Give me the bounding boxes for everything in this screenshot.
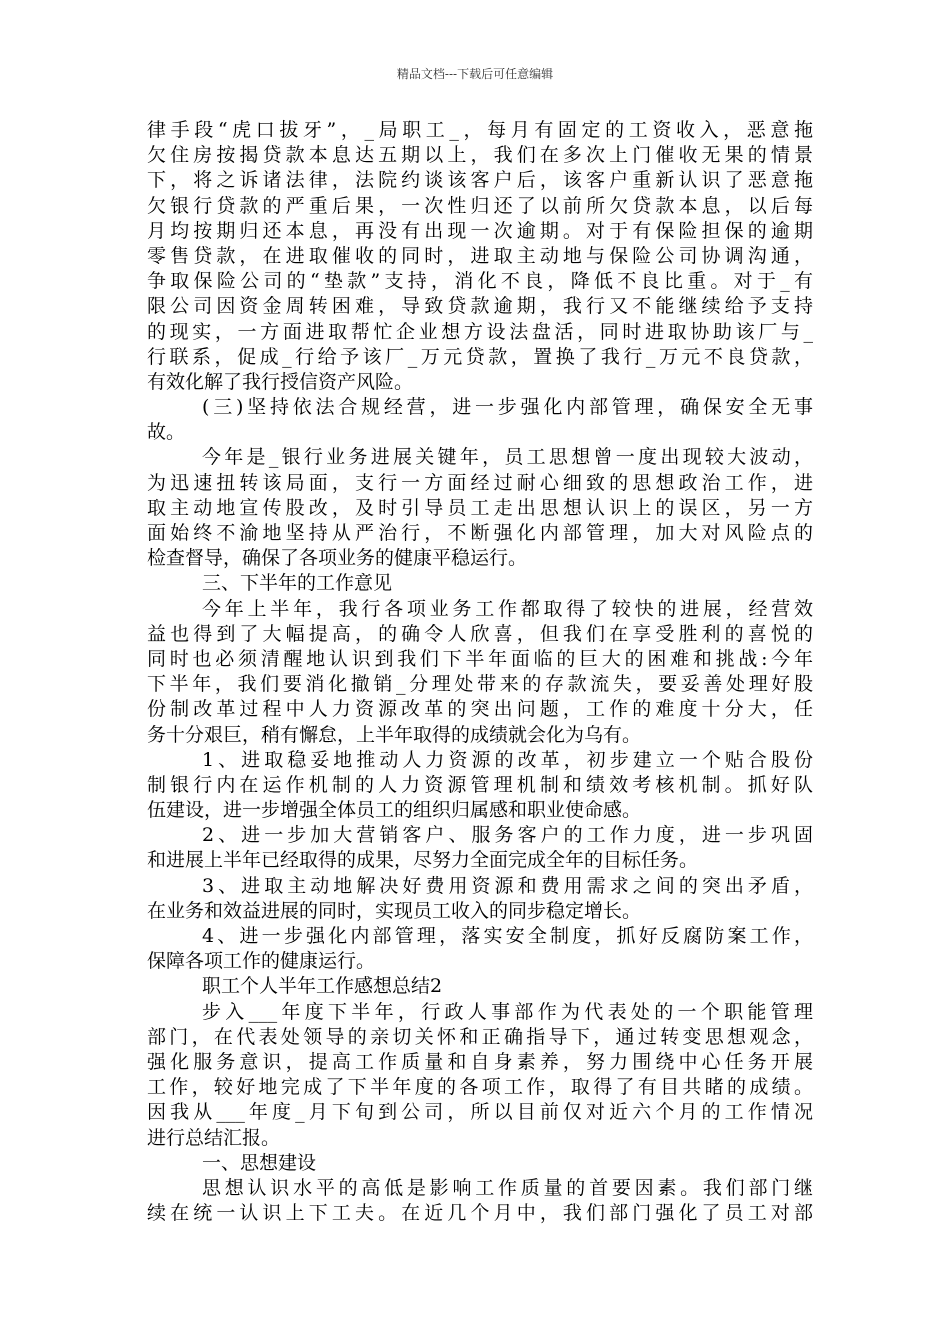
text-line: 零售贷款，在进取催收的同时，进取主动地与保险公司协调沟通， [147,244,813,267]
text-line: 取主动地宣传股改，及时引导员工走出思想认识上的误区，另一方 [147,496,813,519]
text-line: 2、进一步加大营销客户、服务客户的工作力度，进一步巩固 [202,824,813,847]
text-line: 益也得到了大幅提高，的确令人欣喜，但我们在享受胜利的喜悦的 [147,622,813,645]
text-line: 职工个人半年工作感想总结2 [202,975,443,998]
text-line: 律手段“虎口拔牙”，_局职工_，每月有固定的工资收入，恶意拖 [147,119,813,141]
text-line: (三)坚持依法合规经营，进一步强化内部管理，确保安全无事 [202,396,813,419]
text-line: 今年是_银行业务进展关键年，员工思想曾一度出现较大波动， [202,446,813,469]
document-body [147,118,813,1226]
text-line: 制银行内在运作机制的人力资源管理机制和绩效考核机制。抓好队 [147,773,813,796]
text-line: 进行总结汇报。 [147,1126,281,1149]
text-line: 份制改革过程中人力资源改革的突出问题，工作的难度十分大，任 [147,698,813,721]
text-line: 步入___年度下半年，行政人事部作为代表处的一个职能管理 [202,1000,813,1023]
text-line: 部门，在代表处领导的亲切关怀和正确指导下，通过转变思想观念， [147,1025,813,1048]
text-line: 月均按期归还本息，再没有出现一次逾期。对于有保险担保的逾期 [147,219,813,242]
text-line: 续在统一认识上下工夫。在近几个月中，我们部门强化了员工对部 [147,1202,813,1225]
text-line: 行联系，促成_行给予该厂_万元贷款，置换了我行_万元不良贷款， [147,345,813,368]
text-line: 的现实，一方面进取帮忙企业想方设法盘活，同时进取协助该厂与_ [147,320,813,343]
text-line: 同时也必须清醒地认识到我们下半年面临的巨大的困难和挑战:今年 [147,647,813,670]
text-line: 3、进取主动地解决好费用资源和费用需求之间的突出矛盾， [202,874,813,897]
text-line: 强化服务意识，提高工作质量和自身素养，努力围绕中心任务开展 [147,1050,813,1073]
text-line: 一、思想建设 [202,1151,317,1174]
text-line: 欠银行贷款的严重后果，一次性归还了以前所欠贷款本息，以后每 [147,194,813,217]
text-line: 思想认识水平的高低是影响工作质量的首要因素。我们部门继 [202,1176,813,1199]
text-line: 务十分艰巨，稍有懈怠，上半年取得的成绩就会化为乌有。 [147,723,642,746]
text-line: 伍建设，进一步增强全体员工的组织归属感和职业使命感。 [147,799,642,822]
text-line: 争取保险公司的“垫款”支持，消化不良，降低不良比重。对于_有 [147,270,813,293]
text-line: 限公司因资金周转困难，导致贷款逾期，我行又不能继续给予支持 [147,295,813,318]
text-line: 因我从___年度_月下旬到公司，所以目前仅对近六个月的工作情况 [147,1101,813,1124]
text-line: 保障各项工作的健康运行。 [147,950,376,973]
text-line: 有效化解了我行授信资产风险。 [147,370,414,393]
text-line: 面始终不渝地坚持从严治行，不断强化内部管理，加大对风险点的 [147,522,813,544]
text-line: 故。 [147,421,186,444]
text-line: 三、下半年的工作意见 [202,572,393,595]
text-line: 欠住房按揭贷款本息达五期以上，我们在多次上门催收无果的情景 [147,144,813,167]
text-line: 检查督导，确保了各项业务的健康平稳运行。 [147,547,528,570]
text-line: 为迅速扭转该局面，支行一方面经过耐心细致的思想政治工作，进 [147,471,813,494]
text-line: 4、进一步强化内部管理，落实安全制度，抓好反腐防案工作， [202,925,813,947]
text-line: 和进展上半年已经取得的成果，尽努力全面完成全年的目标任务。 [147,849,699,872]
page-header: 精品文档---下载后可任意编辑 [396,67,554,81]
text-line: 在业务和效益进展的同时，实现员工收入的同步稳定增长。 [147,899,642,922]
text-line: 工作，较好地完成了下半年度的各项工作，取得了有目共睹的成绩。 [147,1076,813,1099]
text-line: 今年上半年，我行各项业务工作都取得了较快的进展，经营效 [202,597,813,620]
text-line: 1、进取稳妥地推动人力资源的改革，初步建立一个贴合股份 [202,748,813,771]
text-line: 下，将之诉诸法律，法院约谈该客户后，该客户重新认识了恶意拖 [147,169,813,192]
text-line: 下半年，我们要消化撤销_分理处带来的存款流失，要妥善处理好股 [147,673,813,696]
